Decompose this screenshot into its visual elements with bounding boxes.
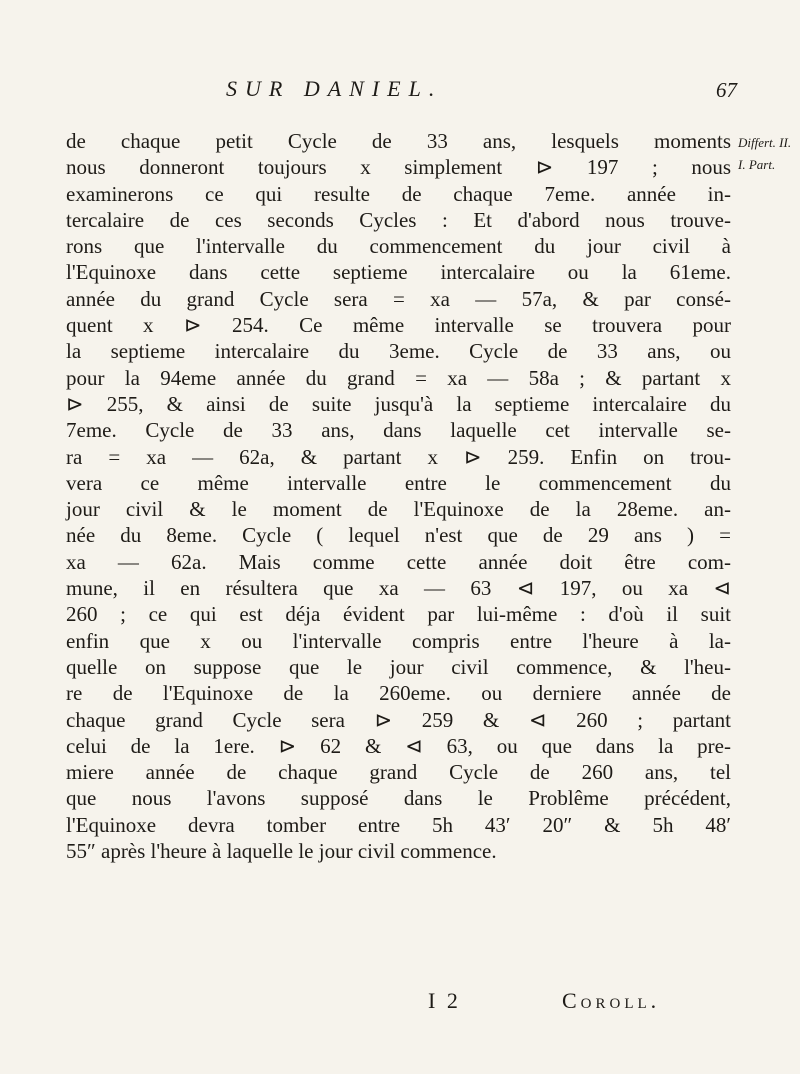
text-line: quelle on suppose que le jour civil commence, & l'heu-	[66, 654, 731, 679]
text-line: née du 8eme. Cycle ( lequel n'est que de 29 ans ) =	[66, 523, 731, 548]
text-line: quent x ⊳ 254. Ce même intervalle se trouvera pour	[66, 313, 731, 338]
margin-note-line: Differt. II.	[738, 135, 792, 150]
text-line: 7eme. Cycle de 33 ans, dans laquelle cet intervalle se-	[66, 418, 731, 443]
text-line: enfin que x ou l'intervalle compris entre l'heure à la-	[66, 628, 731, 653]
text-line: la septieme intercalaire du 3eme. Cycle de 33 ans, ou	[66, 339, 731, 364]
page-footer	[0, 988, 800, 1028]
body-text	[66, 128, 731, 864]
text-line: chaque grand Cycle sera ⊳ 259 & ⊲ 260 ; partant	[66, 707, 731, 732]
margin-note	[738, 132, 798, 176]
text-line: vera ce même intervalle entre le commencement du	[66, 470, 731, 495]
text-line: tercalaire de ces seconds Cycles : Et d'abord nous trouve-	[66, 207, 731, 232]
text-line: année du grand Cycle sera = xa — 57a, & par consé-	[66, 286, 731, 311]
text-line: jour civil & le moment de l'Equinoxe de la 28eme. an-	[66, 497, 731, 522]
text-line: nous donneront toujours x simplement ⊳ 197 ; nous	[66, 155, 731, 180]
text-line: celui de la 1ere. ⊳ 62 & ⊲ 63, ou que dans la pre-	[66, 733, 731, 758]
text-line: ⊳ 255, & ainsi de suite jusqu'à la septieme intercalaire du	[66, 391, 731, 416]
text-line: pour la 94eme année du grand = xa — 58a ; & partant x	[66, 365, 731, 390]
text-line: xa — 62a. Mais comme cette année doit être com-	[66, 549, 731, 574]
text-line: re de l'Equinoxe de la 260eme. ou derniere année de	[66, 681, 731, 706]
page-number: 67	[716, 78, 737, 102]
text-line: l'Equinoxe dans cette septieme intercalaire ou la 61eme.	[66, 260, 731, 285]
text-line: 260 ; ce qui est déja évident par lui-même : d'où il suit	[66, 602, 731, 627]
text-line: de chaque petit Cycle de 33 ans, lesquels moments	[66, 129, 731, 153]
running-head: SUR DANIEL.	[226, 76, 443, 101]
text-line: que nous l'avons supposé dans le Problême précédent,	[66, 786, 731, 811]
text-line: l'Equinoxe devra tomber entre 5h 43′ 20″ & 5h 48′	[66, 812, 731, 837]
text-line: rons que l'intervalle du commencement du jour civil à	[66, 234, 731, 259]
catchword: Coroll.	[562, 988, 661, 1013]
text-line: examinerons ce qui resulte de chaque 7eme. année in-	[66, 181, 731, 206]
text-line: miere année de chaque grand Cycle de 260 ans, tel	[66, 760, 731, 785]
margin-note-line: I. Part.	[738, 157, 776, 172]
text-line: 55″ après l'heure à laquelle le jour civil commence.	[66, 839, 497, 864]
text-line: mune, il en résultera que xa — 63 ⊲ 197, ou xa ⊲	[66, 576, 731, 601]
signature-mark: I 2	[428, 988, 461, 1013]
text-line: ra = xa — 62a, & partant x ⊳ 259. Enfin on trou-	[66, 444, 731, 469]
